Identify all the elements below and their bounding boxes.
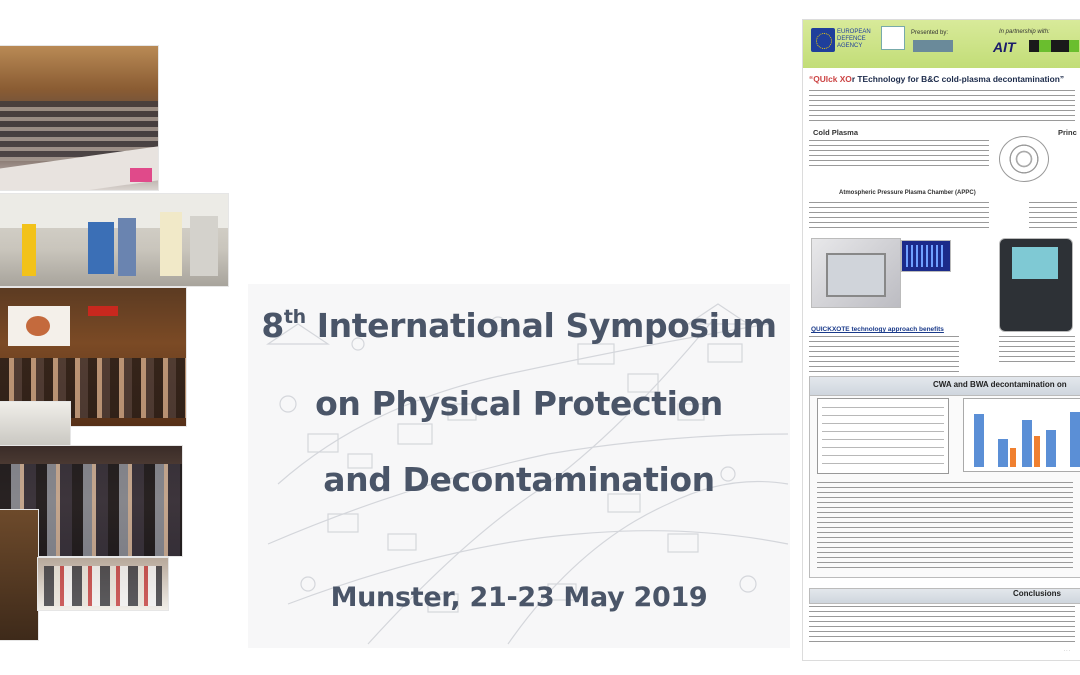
agency-name: EUROPEAN DEFENCE AGENCY [837,29,871,49]
plasma-diagram-icon [999,136,1049,182]
eu-flag-icon [811,28,835,52]
result-bar [1022,420,1032,467]
title-line-2: on Physical Protection [315,384,723,423]
conclusions-text [809,606,1075,644]
symposium-title-card [248,284,790,648]
banner-blue [118,218,136,276]
intro-text-block [809,90,1075,124]
poster-title: “QUIck XOr TEchnology for B&C cold-plasma decontamination” [809,74,1065,84]
result-bar [998,439,1008,467]
device-photo [999,238,1073,332]
results-bullets [817,482,1073,570]
partnership-label: In partnership with: [999,29,1050,35]
poster-footer-mark: · · · [1063,648,1070,653]
plasma-glow-photo [901,240,951,272]
red-display [88,306,118,316]
title-line-3: and Decontamination [323,460,715,499]
benefits-text [809,336,959,372]
cold-plasma-text [809,140,989,170]
photo-booth [0,402,70,446]
booth-blue [88,222,114,274]
photo-auditorium-audience [0,46,158,190]
event-date-location: Munster, 21-23 May 2019 [330,582,708,613]
device-caption [999,336,1075,366]
photo-corridor [0,510,38,640]
result-bar [1046,430,1056,467]
ait-logo: AIT [993,39,1016,55]
result-bar [974,414,984,467]
research-poster [803,20,1080,660]
section-principle: Princ [1058,128,1077,137]
pink-object [130,168,152,182]
photo-exhibition-hall [0,194,228,286]
cwa-bwa-title: CWA and BWA decontamination on [933,380,1067,389]
photo-reception-group [38,558,168,610]
projection-screen [8,306,70,346]
title-line-1: 8th International Symposium [261,306,777,345]
banner-yellow [22,224,36,276]
section-cold-plasma: Cold Plasma [813,128,859,137]
results-table [817,398,949,474]
conclusions-title: Conclusions [1013,589,1062,598]
chamber-text [809,202,989,228]
chamber-photo [811,238,901,308]
right-column-text [1029,202,1077,228]
banner-cream [160,212,182,276]
result-bar-secondary [1010,448,1016,467]
chamber-subheading: Atmospheric Pressure Plasma Chamber (APPC) [839,190,976,196]
benefits-heading: QUICKXOTE technology approach benefits [811,326,944,333]
partner-logos-icon [1029,40,1079,52]
result-bar-secondary [1034,436,1040,467]
partner-logo-icon [881,26,905,50]
result-bar [1070,412,1080,467]
results-bar-chart [963,398,1080,472]
booth-grey [190,216,218,276]
group-people [44,566,162,606]
presented-by-label: Presented by: [911,30,949,36]
presenter-logo-icon [913,40,953,52]
